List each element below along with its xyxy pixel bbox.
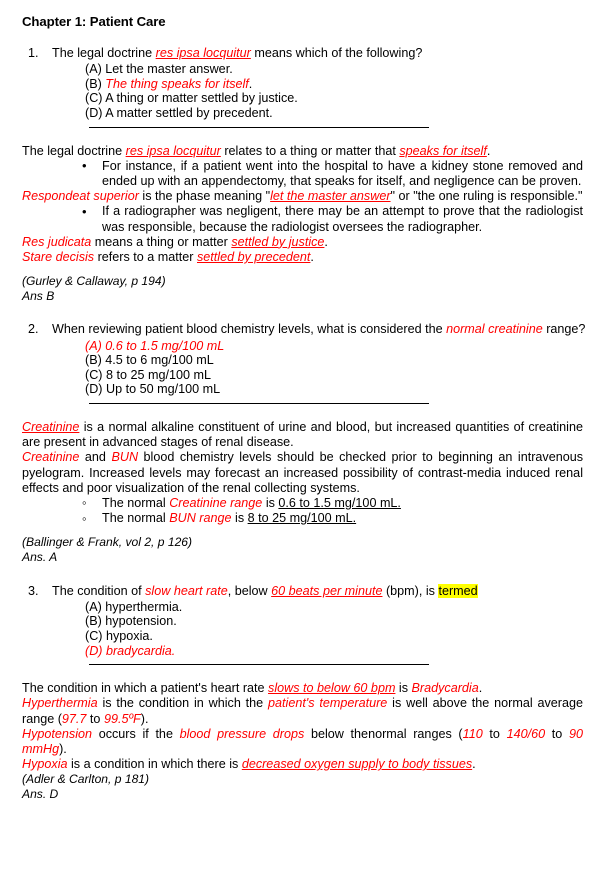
text-run: means which of the following? [250,46,423,60]
explanation [22,681,599,801]
text-run: The normal [102,495,170,510]
text-run: . [324,234,328,249]
block-gap [14,565,599,584]
answer-options [14,600,599,658]
emphasis-underline-text: settled by precedent [197,250,311,264]
text-run: (D) A matter settled by precedent. [85,105,273,120]
section-divider [89,403,429,404]
text-run: (bpm), is [382,583,439,598]
text-run: is the phase meaning " [138,189,271,204]
citation: (Adler & Carlton, p 181) [22,772,150,787]
explanation-paragraph [22,189,585,204]
circle-list [22,496,585,526]
emphasis-text: Hypoxia [22,757,68,772]
explanation-paragraph [22,727,585,757]
text-run: to [482,726,507,741]
emphasis-underline-text: let the master answer [270,189,391,204]
emphasis-text: Res judicata [22,234,92,249]
text-run: refers to a matter [94,250,197,264]
emphasis-text: 140/60 [506,726,546,741]
text-run: means a thing or matter [91,234,232,249]
emphasis-text: (A) 0.6 to 1.5 mg/100 mL [85,338,225,353]
text-run: The condition in which a patient's heart rate [22,681,269,696]
explanation [22,144,599,304]
list-item [102,511,585,526]
text-run: The normal [102,511,170,526]
divider-wrap [14,403,599,411]
emphasis-underline-text: speaks for itself [399,143,487,158]
text-run: " or "the one ruling is responsible." [390,189,583,204]
emphasis-text: Creatinine [22,450,80,465]
text-run: (D) Up to 50 mg/100 mL [85,382,221,397]
text-run: range? [542,322,586,337]
emphasis-text: normal creatinine [446,322,543,337]
list-item [102,496,585,511]
divider-wrap [14,664,599,672]
answer-option[interactable] [85,106,599,121]
emphasis-text: 90 [568,726,583,741]
answer-option[interactable] [85,77,599,92]
question-number: 3. [28,583,39,598]
text-run: is a condition in which there is [67,757,242,772]
explanation-paragraph [22,235,585,250]
explanation [22,420,599,565]
answer-options [14,339,599,397]
question-list [14,46,599,802]
citation: (Ballinger & Frank, vol 2, p 126) [22,535,193,550]
emphasis-text: (D) bradycardia. [85,643,176,658]
text-run: to [86,711,104,726]
text-run: If a radiographer was negligent, there may be an attempt to prove that the radiologist was responsible, because the radiologist oversees the radiographer. [102,204,583,234]
underline-text: 0.6 to 1.5 mg/100 mL. [278,495,401,510]
answer-option[interactable] [85,600,599,615]
answer-key: Ans B [22,288,55,303]
text-run: , below [227,583,272,598]
answer-key: Ans. A [22,549,58,564]
question-stem-text [52,46,422,60]
text-run: is the condition in which the [97,696,269,711]
text-run: (B) 4.5 to 6 mg/100 mL [85,353,214,368]
explanation-paragraph [22,757,585,772]
emphasis-text: Creatinine range [169,495,263,510]
text-run: is [262,495,279,510]
question-number: 1. [28,46,39,60]
text-run: . [478,681,483,696]
emphasis-text: blood pressure drops [179,726,305,741]
bullet-list [22,159,585,189]
section-divider [89,127,429,128]
question-stem [22,46,599,61]
text-run: below thenormal ranges ( [304,726,463,741]
emphasis-underline-text: res ipsa locquitur [155,46,251,60]
text-run: (A) hyperthermia. [85,599,183,614]
emphasis-text: 97.7 [61,711,87,726]
explanation-paragraph [22,420,585,450]
question-block [14,46,599,322]
emphasis-text: Bradycardia [411,681,479,696]
explanation-paragraph [22,250,585,265]
underline-text: 8 to 25 mg/100 mL. [247,511,357,526]
question-stem [22,322,599,337]
text-run: blood chemistry levels should be checked prior to beginning an intravenous pyelogram. Increased levels may forecast an increased possibility of contrast-media induced renal effects and poor visualization of the renal collecting systems. [22,450,584,495]
answer-option[interactable] [85,382,599,397]
highlighted-text: termed [438,583,478,598]
text-run: and [79,450,112,465]
text-run: The condition of [52,583,146,598]
emphasis-text: 99.5ºF [103,711,141,726]
emphasis-text: mmHg [22,741,60,756]
text-run: relates to a thing or matter that [220,143,400,158]
text-run: (C) hypoxia. [85,628,153,643]
emphasis-text: Hyperthermia [22,696,98,711]
text-run: (A) Let the master answer. [85,62,233,77]
text-run: is well above the normal average range ( [22,696,584,726]
emphasis-text: The thing speaks for itself [105,76,249,91]
text-run: ). [59,741,67,756]
emphasis-underline-text: slows to below 60 bpm [268,681,396,696]
text-run: to [545,726,569,741]
text-run: (B) [85,76,106,91]
emphasis-underline-text: 60 beats per minute [271,583,383,598]
text-run: is [231,511,248,526]
text-run: When reviewing patient blood chemistry levels, what is considered the [52,322,447,337]
question-stem-text [52,584,478,598]
text-run: . [248,76,253,91]
answer-option[interactable] [85,91,599,106]
text-run: occurs if the [92,726,180,741]
bullet-list [22,204,585,234]
text-run: The legal doctrine [22,143,126,158]
question-number: 2. [28,322,39,337]
text-run: (B) hypotension. [85,614,177,629]
answer-option[interactable] [85,629,599,644]
answer-option[interactable] [85,339,599,354]
text-run: (C) A thing or matter settled by justice. [85,91,298,106]
section-divider [89,664,429,665]
answer-option[interactable] [85,614,599,629]
text-run: . [472,757,476,772]
emphasis-text: BUN [111,450,139,465]
text-run: . [310,250,314,264]
emphasis-underline-text: res ipsa locquitur [125,143,221,158]
explanation-paragraph [22,144,585,159]
answer-options [14,62,599,120]
answer-option[interactable] [85,368,599,383]
divider-wrap [14,127,599,135]
emphasis-underline-text: settled by justice [231,234,325,249]
emphasis-text: 110 [462,726,483,741]
question-stem [22,584,599,599]
answer-option[interactable] [85,353,599,368]
list-item [102,159,585,189]
explanation-paragraph [22,450,585,496]
text-run: The legal doctrine [52,46,156,60]
citation: (Gurley & Callaway, p 194) [22,274,166,289]
text-run: For instance, if a patient went into the hospital to have a kidney stone removed and ended up with an appendectomy, that speaks for itself, and negligence can be proven. [102,158,583,188]
question-block [14,322,599,583]
answer-key: Ans. D [22,786,59,801]
emphasis-text: Stare decisis [22,250,95,264]
text-run: is a normal alkaline constituent of urine and blood, but increased quantities of creatinine are present in advanced stages of renal disease. [22,419,583,450]
answer-option[interactable] [85,62,599,77]
emphasis-text: Hypotension [22,726,93,741]
list-item [102,204,585,234]
emphasis-text: Respondeat superior [22,189,139,204]
explanation-paragraph [22,696,585,726]
question-block [14,584,599,802]
question-stem-text [52,322,585,336]
emphasis-text: slow heart rate [145,583,228,598]
answer-option[interactable] [85,644,599,659]
explanation-paragraph [22,681,585,696]
text-run: . [486,143,491,158]
emphasis-underline-text: decreased oxygen supply to body tissues [241,757,473,772]
text-run: (C) 8 to 25 mg/100 mL [85,367,211,382]
text-run: is [395,681,412,696]
text-run: ). [140,711,149,726]
emphasis-text: patient's temperature [268,696,388,711]
emphasis-text: BUN range [169,511,232,526]
emphasis-underline-text: Creatinine [22,419,80,434]
block-gap [14,303,599,322]
page-title: Chapter 1: Patient Care [22,14,166,29]
